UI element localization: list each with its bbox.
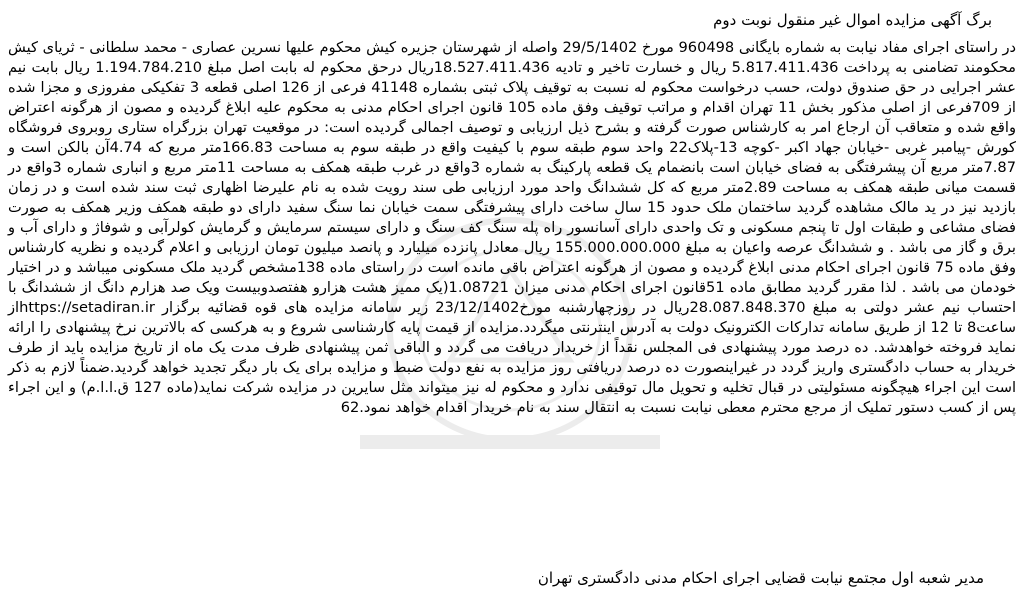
notice-signature: مدیر شعبه اول مجتمع نیابت قضایی اجرای احکام مدنی دادگستری تهران	[537, 569, 984, 587]
notice-title: برگ آگهی مزایده اموال غیر منقول نوبت دوم	[713, 11, 992, 29]
notice-body: در راستای اجرای مفاد نیابت به شماره بایگانی 960498 مورخ 29/5/1402 واصله از شهرستان جزیره کیش محکوم علیها نسرین عصاری - محمد سلطانی - ثریای کیش محکومند تضامنی به پرداخت 5.817.411.436 ریال و خسارت تاخیر و تادیه 18.527.411.436ریال درحق محکوم له بابت اصل مبلغ 1.194.784.210 ریال بابت نیم عشر اجرایی در حق صندوق دولت، حسب درخواست محکوم له نسبت به توقیف پلاک ثبتی بشماره 41148 فرعی از 126 اصلی قطعه 3 تفکیکی مفروزی و مجزا شده از 709فرعی از اصلی مذکور بخش 11 تهران اقدام و مراتب توقیف وفق ماده 105 قانون اجرای احکام مدنی به محکوم علیه ابلاغ گردیده و مصون از هرگونه اعتراض واقع شده و متعاقب آن ارجاع امر به کارشناس صورت گرفته و بشرح ذیل ارزیابی و توصیف اجمالی گردیده است: در موقعیت تهران بزرگراه ستاری روبروی فروشگاه کورش -پیامبر غربی -خیابان جهاد اکبر -کوچه 13-پلاک22 واحد سوم طبقه سوم با کیفیت واقع در طبقه سوم به مساحت 166.83متر مربع که 4.74آن بالکن است و 7.87متر مربع آن پیشرفتگی به فضای خیابان است بانضمام یک قطعه پارکینگ به شماره 3واقع در غرب طبقه همکف به مساحت 11متر مربع و انباری شماره 3واقع در قسمت میانی طبقه همکف به مساحت 2.89متر مربع که کل ششدانگ واحد مورد ارزیابی طی سند رویت شده به نام علیرضا اظهاری ثبت سند شده است و در زمان بازدید نیز در ید مالک مشاهده گردید ساختمان ملک حدود 15 سال ساخت دارای پیشرفتگی سمت خیابان نما سنگ سفید دارای دو طبقه همکف وزیر همکف به صورت فضای مشاعی و طبقات اول تا پنجم مسکونی و تک واحدی دارای آسانسور راه پله سنگ کف سنگ و دارای سیستم سرمایش و گرمایش کولرآبی و شوفاژ و دارای آب و برق و گاز می باشد . و ششدانگ عرصه واعیان به مبلغ 155.000.000.000 ریال معادل پانزده میلیارد و پانصد میلیون تومان ارزیابی و اعلام گردیده و نظریه کارشناس وفق ماده 75 قانون اجرای احکام مدنی ابلاغ گردیده و مصون از هرگونه اعتراض باقی مانده است در راستای ماده 138مشخص گردید ملک مسکونی میباشد و در اختیار خودمان می باشد . لذا مقرر گردید مطابق ماده 51قانون اجرای احکام مدنی میزان 1.08721(یک ممیز هشت هزارو هفتصدوبیست ویک صد هزارم دانگ از ششدانگ با احتساب نیم عشر دولتی به مبلغ 28.087.848.370ریال در روزچهارشنبه مورخ23/12/1402 زیر سامانه مزایده های قوه قضائیه برگزار https://setadiran.irاز ساعت8 تا 12 از طریق سامانه تدارکات الکترونیک دولت به آدرس اینترنتی میگردد.مزایده از قیمت پایه کارشناسی شروع و به هرکسی که بالاترین نرخ پیشنهادی را ارائه نماید فروخته خواهدشد. ده درصد مورد پیشنهادی فی المجلس نقداً از خریدار دریافت می گردد و الباقی ثمن پیشنهادی ظرف مدت یک ماه از تاریخ مزایده باید از طرف خریدار به حساب دادگستری واریز گردد در غیراینصورت ده درصد دریافتی روز مزایده به نفع دولت ضبط و مزایده برای یک بار دیگر تجدید خواهد گردید.ضمناً لازم به ذکر است این اجراء هیچگونه مسئولیتی در قبال تخلیه و تحویل مال توقیفی ندارد و محکوم له نیز میتواند مثل سایرین در مزایده شرکت نماید(ماده 127 ق.ا.ا.م) و این اجراء پس از کسب دستور تملیک از مرجع محترم معطی نیابت نسبت به انتقال سند به نام خریدار اقدام خواهد نمود.62	[8, 39, 1017, 416]
